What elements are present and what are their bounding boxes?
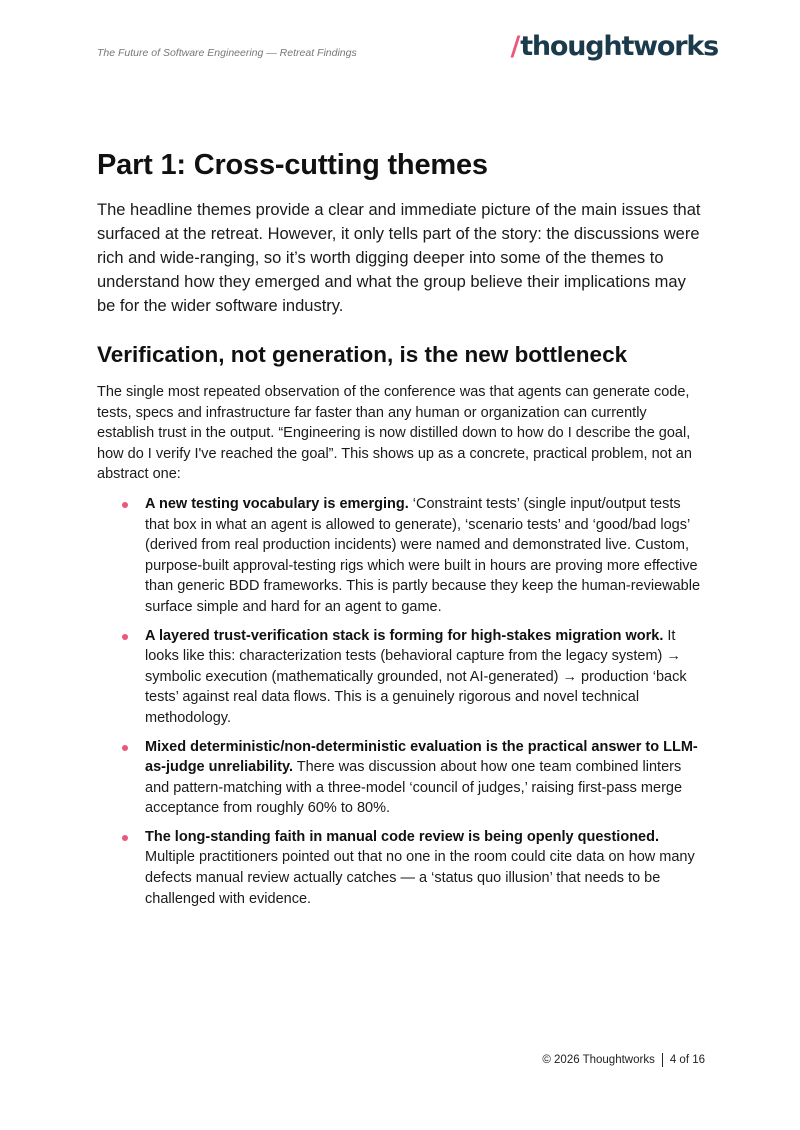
findings-list	[97, 494, 707, 909]
list-item-text: It looks like this: characterization tests (behavioral capture from the legacy system) → symbolic execution (mathematically grounded, not AI-generated) → production ‘back tests’ against real data flows. This is a genuinely rigorous and novel technical methodology.	[145, 627, 687, 726]
page-number: 4 of 16	[669, 1054, 705, 1066]
page-footer	[542, 1053, 705, 1067]
header-document-title: The Future of Software Engineering — Retreat Findings	[97, 47, 357, 59]
list-item-bold-lead: The long-standing faith in manual code review is being openly questioned.	[145, 828, 659, 845]
footer-divider	[662, 1053, 663, 1067]
list-item	[97, 494, 707, 618]
list-item-bold-lead: A layered trust-verification stack is forming for high-stakes migration work.	[145, 627, 664, 644]
part-intro-paragraph: The headline themes provide a clear and immediate picture of the main issues that surfaced at the retreat. However, it only tells part of the story: the discussions were rich and wide-ranging, so it’s worth digging deeper into some of the themes to understand how they emerged and what the group believe their implications may be for the wider software industry.	[97, 201, 701, 315]
part-title: Part 1: Cross-cutting themes	[97, 149, 488, 181]
thoughtworks-logo	[511, 31, 718, 62]
list-item	[97, 737, 707, 819]
bullet-dot-icon	[122, 634, 128, 640]
footer-copyright: © 2026 Thoughtworks	[542, 1054, 655, 1066]
logo-slash: /	[510, 31, 520, 62]
list-item	[97, 626, 707, 729]
bullet-dot-icon	[122, 502, 128, 508]
list-item-text: There was discussion about how one team combined linters and pattern-matching with a three-model ‘council of judges,’ raising first-pass merge acceptance from roughly 60% to 80%.	[145, 759, 683, 817]
section-heading: Verification, not generation, is the new bottleneck	[97, 342, 628, 367]
section-lead-paragraph: The single most repeated observation of the conference was that agents can generate code, tests, specs and infrastructure far faster than any human or organization can currently establish trust in the output. “Engineering is now distilled down to how do I describe the goal, how do I verify I've reached the goal”. This shows up as a concrete, practical problem, not an abstract one:	[97, 384, 692, 483]
list-item-text: Multiple practitioners pointed out that no one in the room could cite data on how many defects manual review actually catches — a ‘status quo illusion’ that needs to be challenged with evidence.	[145, 849, 695, 907]
list-item-bold-lead: A new testing vocabulary is emerging.	[145, 495, 409, 512]
page-content	[97, 146, 707, 917]
list-item-text: ‘Constraint tests’ (single input/output tests that box in what an agent is allowed to generate), ‘scenario tests’ and ‘good/bad logs’ (derived from real production incidents) were named and demonstrated live. Custom, purpose-built approval-testing rigs which were built in hours are proving more effective than generic BDD frameworks. This is partly because they keep the human-reviewable surface simple and hard for an agent to game.	[145, 495, 701, 615]
list-item-bold-lead: Mixed deterministic/non-deterministic evaluation is the practical answer to LLM-as-judge unreliability.	[145, 738, 698, 776]
bullet-dot-icon	[122, 745, 128, 751]
logo-wordmark: thoughtworks	[520, 31, 718, 62]
list-item	[97, 827, 707, 909]
bullet-dot-icon	[122, 835, 128, 841]
